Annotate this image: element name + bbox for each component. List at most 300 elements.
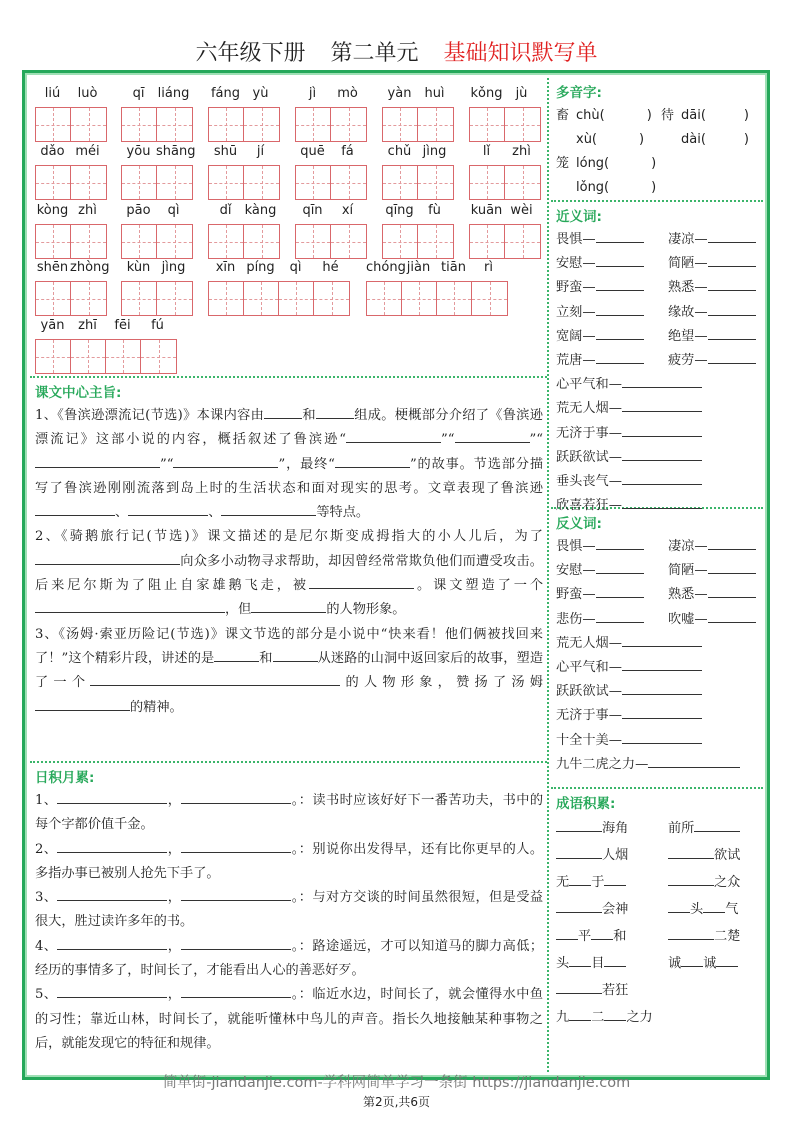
answer-blank[interactable] (622, 657, 702, 671)
tianzige-boxes (382, 165, 454, 200)
idiom: 无济于事— (556, 425, 622, 441)
text: 组成。梗概部分介绍了《鲁滨逊漂流记》这部小说的内容，概括叙述了鲁滨逊“ (35, 408, 543, 448)
word-second (668, 583, 756, 607)
writing-cell[interactable] (71, 225, 106, 258)
writing-cell[interactable] (71, 282, 106, 315)
answer-blank[interactable] (128, 502, 208, 516)
writing-cell[interactable] (505, 166, 540, 199)
proverb-meaning: ：路途遥远，才可以知道马的脚力高低；经历的事情多了，时间长了，才能看出人心的善恶好歹。 (35, 938, 544, 979)
proverb-blank-2[interactable] (181, 936, 291, 950)
pinyin-syllable: kòng (36, 203, 69, 218)
answer-blank[interactable] (604, 872, 626, 886)
comma: ， (167, 890, 182, 906)
writing-cell[interactable] (402, 282, 437, 315)
answer-blank[interactable] (316, 405, 354, 419)
answer-blank[interactable] (622, 705, 702, 719)
writing-cell[interactable] (470, 166, 505, 199)
writing-cell[interactable] (157, 225, 192, 258)
tianzige-boxes (295, 165, 367, 200)
word-pair-row (551, 252, 763, 276)
writing-cell[interactable] (279, 282, 314, 315)
answer-blank[interactable] (556, 980, 602, 994)
word-pair-row (551, 228, 763, 252)
answer-blank[interactable] (35, 502, 115, 516)
answer-blank[interactable] (708, 253, 756, 267)
writing-cell[interactable] (36, 340, 71, 373)
proverb-meaning: ：别说你出发得早，还有比你更早的人。多指办事已被别人抢先下手了。 (35, 841, 544, 881)
paren-close: ) (651, 180, 657, 195)
idiom-row (551, 422, 763, 446)
writing-cell[interactable] (470, 225, 505, 258)
daily-item (30, 886, 547, 935)
answer-blank[interactable] (596, 277, 644, 291)
answer-blank[interactable] (668, 899, 690, 913)
pinyin-syllable: yān (40, 318, 65, 333)
text: 3、《汤姆·索亚历险记(节选)》课文节选的部分是小说中“快来看！他们俩被找回来了！”这个精彩片段，讲述的是 (35, 626, 543, 666)
pinyin-syllable: tiān (441, 260, 466, 275)
proverb-blank-2[interactable] (181, 887, 291, 901)
daily-item (30, 983, 547, 1056)
tianzige-boxes (208, 165, 280, 200)
idiom-char: 九 (556, 1010, 570, 1025)
word: 熟悉— (668, 587, 708, 603)
answer-blank[interactable] (556, 926, 578, 940)
answer-blank[interactable] (596, 584, 644, 598)
paren-close: ) (639, 132, 645, 147)
period: 。 (291, 890, 299, 906)
writing-cell[interactable] (36, 225, 71, 258)
answer-blank[interactable] (668, 926, 714, 940)
answer-blank[interactable] (455, 429, 530, 443)
word-pair-row (551, 583, 763, 607)
idiom-char: 会神 (602, 902, 629, 917)
idiom-char: 欲试 (714, 848, 741, 863)
writing-cell[interactable] (296, 166, 331, 199)
word-second (668, 228, 756, 252)
writing-cell[interactable] (418, 108, 453, 141)
proverb-blank-1[interactable] (57, 887, 167, 901)
tianzige-boxes (121, 224, 193, 259)
pinyin-syllable: yù (252, 86, 269, 101)
text: ”，最终“ (278, 456, 335, 472)
idiom-char: 和 (613, 929, 627, 944)
idiom-row (551, 373, 763, 397)
pinyin-reading: xù( (576, 132, 598, 147)
proverb-blank-2[interactable] (181, 839, 291, 853)
pinyin-syllable: fú (151, 318, 164, 333)
comma: ， (167, 841, 182, 857)
writing-cell[interactable] (36, 166, 71, 199)
word-pair-row (551, 535, 763, 559)
tianzige-boxes (382, 224, 454, 259)
writing-cell[interactable] (383, 166, 418, 199)
tianzige-boxes (366, 281, 508, 316)
period: 。 (291, 793, 299, 808)
answer-blank[interactable] (596, 560, 644, 574)
section-title: 成语积累: (556, 796, 616, 812)
answer-blank[interactable] (569, 872, 591, 886)
answer-blank[interactable] (648, 754, 740, 768)
polyphone-row (551, 128, 763, 152)
word: 立刻— (556, 304, 596, 320)
idiom-row (551, 753, 763, 777)
tianzige-boxes (35, 224, 107, 259)
answer-blank[interactable] (622, 423, 702, 437)
writing-cell[interactable] (71, 166, 106, 199)
writing-cell[interactable] (141, 340, 176, 373)
idiom-row (551, 656, 763, 680)
answer-blank[interactable] (35, 599, 225, 613)
pinyin-syllable: lǐ (482, 144, 491, 159)
item-number: 2、 (35, 841, 58, 857)
word: 安慰— (556, 563, 596, 579)
pinyin-syllable: mò (337, 86, 358, 101)
polyphone-char: 待 (661, 108, 675, 123)
idiom: 欣喜若狂— (556, 498, 622, 514)
writing-cell[interactable] (331, 108, 366, 141)
idiom-second (668, 815, 740, 842)
word-second (668, 535, 756, 559)
item-number: 3、 (35, 890, 58, 906)
answer-blank[interactable] (708, 609, 756, 623)
writing-cell[interactable] (106, 340, 141, 373)
paren-close: ) (651, 156, 657, 171)
word-second (668, 349, 756, 373)
answer-blank[interactable] (604, 1007, 626, 1021)
answer-blank[interactable] (708, 326, 756, 340)
text: 、 (115, 505, 129, 521)
answer-blank[interactable] (668, 872, 714, 886)
writing-cell[interactable] (367, 282, 402, 315)
pinyin-syllable: fáng (210, 86, 241, 101)
idiom: 无济于事— (556, 708, 622, 724)
answer-blank[interactable] (346, 429, 441, 443)
watermark: 简单街-jiandanjie.com-学科网简单学习一条街 https://jiandanjie.com (162, 1075, 631, 1091)
writing-cell[interactable] (36, 108, 71, 141)
writing-cell[interactable] (314, 282, 349, 315)
writing-cell[interactable] (244, 108, 279, 141)
text: ”“ (529, 432, 543, 448)
pinyin-syllable: fá (341, 144, 354, 159)
section-title: 课文中心主旨: (35, 385, 122, 401)
word: 缘故— (668, 304, 708, 320)
word-pair-row (551, 559, 763, 583)
polyphone-row (551, 104, 763, 128)
pinyin-syllable: méi (75, 144, 100, 159)
answer-blank[interactable] (214, 648, 259, 662)
answer-blank[interactable] (708, 350, 756, 364)
idiom-char: 海角 (602, 821, 629, 836)
answer-blank[interactable] (35, 454, 160, 468)
writing-cell[interactable] (244, 225, 279, 258)
comma: ， (167, 987, 182, 1003)
pinyin-syllable: shū (213, 144, 238, 159)
word-pair-row (551, 301, 763, 325)
proverb-meaning: ：与对方交谈的时间虽然很短，但是受益很大，胜过读许多年的书。 (35, 890, 544, 930)
worksheet-frame (22, 70, 770, 1080)
writing-cell[interactable] (383, 225, 418, 258)
word-second (668, 559, 756, 583)
word: 畏惧— (556, 539, 596, 554)
tianzige-boxes (121, 165, 193, 200)
answer-blank[interactable] (694, 818, 740, 832)
word-pair-row (551, 349, 763, 373)
writing-cell[interactable] (505, 225, 540, 258)
pinyin-syllable: fù (428, 203, 441, 218)
proverb-blank-1[interactable] (57, 936, 167, 950)
tianzige-boxes (295, 107, 367, 142)
idiom-char: 若狂 (602, 983, 629, 998)
pinyin-syllable: pāo (126, 203, 151, 218)
antonym-section (551, 509, 763, 787)
synonym-section (551, 202, 763, 514)
idiom-second (668, 923, 740, 950)
answer-blank[interactable] (622, 730, 702, 744)
answer-blank[interactable] (309, 575, 414, 589)
answer-blank[interactable] (716, 953, 738, 967)
word-second (668, 608, 756, 632)
period: 。 (291, 987, 299, 1003)
text: 和 (259, 650, 273, 666)
pinyin-syllable: qīng (385, 203, 414, 218)
text: 、 (208, 505, 222, 521)
writing-cell[interactable] (418, 166, 453, 199)
text: ”“ (441, 432, 455, 448)
pinyin-syllable: huì (424, 86, 445, 101)
answer-blank[interactable] (569, 953, 591, 967)
answer-blank[interactable] (622, 495, 702, 509)
answer-blank[interactable] (569, 1007, 591, 1021)
pinyin-syllable: kùn (126, 260, 151, 275)
word: 悲伤— (556, 611, 596, 627)
paren-close: ) (743, 108, 749, 123)
idiom: 垂头丧气— (556, 474, 622, 490)
writing-cell[interactable] (209, 282, 244, 315)
answer-blank[interactable] (708, 536, 756, 550)
writing-cell[interactable] (122, 166, 157, 199)
word-second (668, 325, 756, 349)
answer-blank[interactable] (556, 845, 602, 859)
answer-blank[interactable] (273, 648, 318, 662)
tianzige-boxes (35, 107, 107, 142)
word: 凄凉— (668, 539, 708, 554)
answer-blank[interactable] (90, 672, 340, 686)
writing-cell[interactable] (331, 225, 366, 258)
comma: ， (167, 938, 182, 954)
answer-blank[interactable] (622, 471, 702, 485)
writing-cell[interactable] (209, 108, 244, 141)
proverb-blank-2[interactable] (181, 984, 291, 998)
pinyin-syllable: chǔ (387, 144, 412, 159)
idiom-fill-row (551, 869, 763, 896)
idiom-fill-row (551, 923, 763, 950)
word: 宽阔— (556, 328, 596, 344)
word: 野蛮— (556, 280, 596, 296)
pinyin-syllable: kǒng (470, 86, 503, 101)
idiom-fill-row (551, 950, 763, 977)
pinyin-syllable: fēi (114, 318, 131, 333)
writing-cell[interactable] (472, 282, 507, 315)
answer-blank[interactable] (596, 350, 644, 364)
pinyin-syllable: zhì (78, 203, 97, 218)
word: 疲劳— (668, 353, 708, 369)
text: ，但 (225, 602, 252, 618)
answer-blank[interactable] (596, 253, 644, 267)
writing-cell[interactable] (437, 282, 472, 315)
text: 和 (302, 408, 316, 423)
idiom: 跃跃欲试— (556, 449, 622, 465)
word: 熟悉— (668, 280, 708, 296)
answer-blank[interactable] (35, 551, 180, 565)
word: 荒唐— (556, 353, 596, 369)
writing-cell[interactable] (157, 166, 192, 199)
idiom-char: 目 (591, 956, 605, 971)
answer-blank[interactable] (604, 953, 626, 967)
idiom-char: 头 (556, 956, 570, 971)
answer-blank[interactable] (622, 374, 702, 388)
theme-section (30, 378, 547, 761)
pinyin-syllable: qīn (302, 203, 323, 218)
answer-blank[interactable] (556, 899, 602, 913)
answer-blank[interactable] (221, 502, 316, 516)
writing-cell[interactable] (296, 225, 331, 258)
proverb-blank-1[interactable] (57, 790, 167, 804)
column-divider (547, 78, 549, 1072)
daily-item (30, 838, 547, 887)
answer-blank[interactable] (335, 454, 410, 468)
idiom-char: 之众 (714, 875, 741, 890)
writing-cell[interactable] (209, 166, 244, 199)
answer-blank[interactable] (708, 560, 756, 574)
proverb-blank-2[interactable] (181, 790, 291, 804)
answer-blank[interactable] (708, 584, 756, 598)
proverb-blank-1[interactable] (57, 839, 167, 853)
idiom: 跃跃欲试— (556, 684, 622, 700)
pinyin-syllable: jìng (161, 260, 186, 275)
answer-blank[interactable] (35, 697, 130, 711)
answer-blank[interactable] (596, 536, 644, 550)
polyphone-char: 笼 (556, 156, 570, 171)
pinyin-syllable: píng (246, 260, 275, 275)
tianzige-boxes (469, 107, 541, 142)
pinyin-syllable: kàng (244, 203, 277, 218)
answer-blank[interactable] (596, 326, 644, 340)
answer-blank[interactable] (708, 302, 756, 316)
answer-blank[interactable] (622, 633, 702, 647)
pinyin-syllable: qī (132, 86, 145, 101)
answer-blank[interactable] (622, 681, 702, 695)
text: 的人物形象。 (326, 602, 406, 618)
writing-cell[interactable] (331, 166, 366, 199)
pinyin-syllable: kuān (470, 203, 503, 218)
answer-blank[interactable] (596, 229, 644, 243)
second-polyphone (661, 104, 749, 128)
writing-cell[interactable] (71, 108, 106, 141)
daily-accumulation-section (30, 763, 547, 1056)
idiom-char: 前所 (668, 821, 695, 836)
answer-blank[interactable] (251, 599, 326, 613)
idiom-char: 气 (725, 902, 739, 917)
theme-item (30, 623, 547, 720)
writing-cell[interactable] (418, 225, 453, 258)
word: 畏惧— (556, 232, 596, 247)
unit-label: 第二单元 (330, 41, 419, 66)
writing-cell[interactable] (122, 282, 157, 315)
writing-cell[interactable] (470, 108, 505, 141)
right-column (551, 78, 763, 1031)
pinyin-syllable: jìng (422, 144, 447, 159)
idiom-char: 人烟 (602, 848, 629, 863)
idiom: 心平气和— (556, 377, 622, 393)
text: 。课文塑造了一个 (414, 578, 544, 594)
pinyin-writing-grid (30, 78, 547, 376)
idiom-fill-row (551, 1004, 763, 1031)
writing-cell[interactable] (244, 166, 279, 199)
period: 。 (291, 841, 299, 857)
pinyin-reading: dāi( (681, 108, 706, 123)
answer-blank[interactable] (703, 899, 725, 913)
word: 简陋— (668, 256, 708, 272)
writing-cell[interactable] (122, 108, 157, 141)
writing-cell[interactable] (157, 108, 192, 141)
idiom-fill-row (551, 977, 763, 1004)
idiom-char: 诚 (703, 956, 717, 971)
writing-cell[interactable] (122, 225, 157, 258)
idiom-char: 头 (690, 902, 704, 917)
proverb-blank-1[interactable] (57, 984, 167, 998)
idiom-char: 于 (591, 875, 605, 890)
answer-blank[interactable] (173, 454, 278, 468)
answer-blank[interactable] (622, 447, 702, 461)
pinyin-syllable: yōu (126, 144, 151, 159)
idiom-fill-row (551, 842, 763, 869)
writing-cell[interactable] (244, 282, 279, 315)
tianzige-boxes (469, 165, 541, 200)
writing-cell[interactable] (296, 108, 331, 141)
answer-blank[interactable] (556, 818, 602, 832)
writing-cell[interactable] (36, 282, 71, 315)
answer-blank[interactable] (708, 229, 756, 243)
writing-cell[interactable] (71, 340, 106, 373)
polyphone-row (551, 176, 763, 200)
text: 向众多小动物寻求帮助，却因曾经常常欺负他们而遭受攻击。后来尼尔斯为了阻止自家雄鹅飞走，被 (35, 553, 543, 594)
answer-blank[interactable] (681, 953, 703, 967)
answer-blank[interactable] (622, 398, 702, 412)
word-pair-row (551, 276, 763, 300)
answer-blank[interactable] (668, 845, 714, 859)
answer-blank[interactable] (596, 609, 644, 623)
answer-blank[interactable] (596, 302, 644, 316)
paren-close: ) (743, 132, 749, 147)
writing-cell[interactable] (209, 225, 244, 258)
section-title: 日积月累: (35, 770, 95, 786)
writing-cell[interactable] (505, 108, 540, 141)
item-number: 1、 (35, 793, 58, 808)
tianzige-boxes (295, 224, 367, 259)
writing-cell[interactable] (383, 108, 418, 141)
idiom-char: 之力 (626, 1010, 653, 1025)
page-number: 第2页,共6页 (362, 1095, 431, 1109)
writing-cell[interactable] (157, 282, 192, 315)
pinyin-syllable: jì (308, 86, 317, 101)
answer-blank[interactable] (591, 926, 613, 940)
idiom-second (668, 950, 738, 977)
idiom: 心平气和— (556, 660, 622, 676)
pinyin-syllable: chóng (366, 260, 406, 275)
answer-blank[interactable] (708, 277, 756, 291)
idiom-second (668, 896, 738, 923)
answer-blank[interactable] (264, 405, 302, 419)
